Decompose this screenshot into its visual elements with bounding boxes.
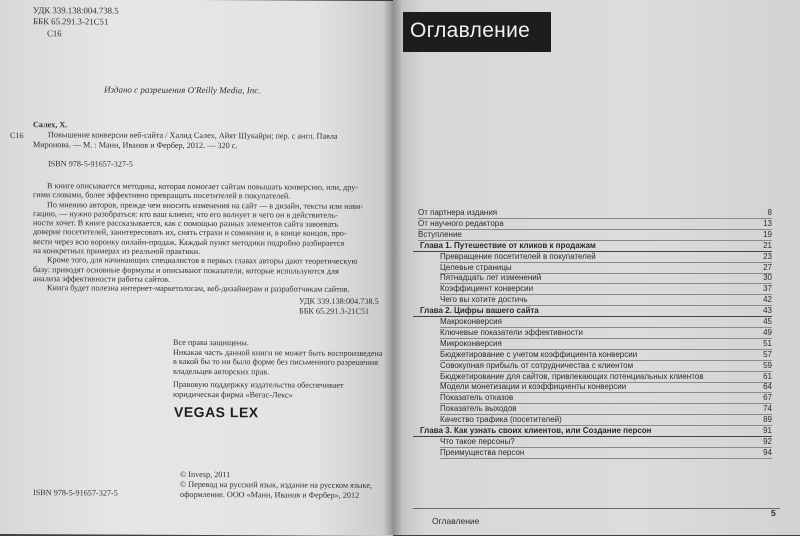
legal-support bbox=[173, 380, 383, 400]
toc-page-number: 23 bbox=[763, 251, 772, 261]
toc-entry: Качество трафика (посетителей) bbox=[440, 415, 562, 425]
bib-description-line1: Повышение конверсии веб-сайта / Халид Салех, Айят Шукайри; пер. с англ. Павла bbox=[48, 130, 338, 141]
toc-chapter-entry: Глава 1. Путешествие от кликов к продажам bbox=[420, 240, 596, 250]
toc-entry: Вступление bbox=[418, 229, 462, 239]
bbk-code-bottom: ББК 65.291.3-21С51 bbox=[299, 306, 370, 316]
toc-entry: Что такое персоны? bbox=[440, 436, 515, 446]
bib-description-line2: Миронова. — М. : Манн, Иванов и Фербер, 2012. — 320 с. bbox=[33, 140, 238, 151]
annotation-line: базу: приводят основные формулы и описывают показатели, которые используются для bbox=[33, 264, 339, 276]
toc-entry: Показатель отказов bbox=[440, 393, 514, 403]
toc-page-number: 27 bbox=[763, 262, 772, 272]
udk-code: УДК 339.138:004.738.5 bbox=[33, 5, 119, 16]
author-mark: С16 bbox=[10, 131, 24, 141]
toc-entry: Микроконверсия bbox=[440, 338, 502, 348]
toc-page-number: 45 bbox=[763, 317, 772, 326]
toc-page-number: 92 bbox=[763, 436, 772, 446]
toc-entry: Совокупная прибыль от сотрудничества с клиентом bbox=[440, 360, 634, 370]
toc-entry: Целевые страницы bbox=[440, 262, 512, 272]
annotation-block bbox=[33, 181, 378, 294]
toc-page-number: 91 bbox=[763, 426, 772, 435]
bbk-code: ББК 65.291.3-21С51 bbox=[33, 16, 109, 27]
toc-page-number: 43 bbox=[763, 306, 772, 316]
toc-page-number: 74 bbox=[763, 404, 772, 414]
annotation-line: Кроме того, для начинающих специалистов в первых главах авторы дают теоретическую bbox=[47, 255, 358, 267]
annotation-line: анализа эффективности работы сайтов. bbox=[33, 274, 171, 284]
rights-line: Никакая часть данной книги не может быть воспроизведена bbox=[173, 347, 383, 358]
udk-code-bottom: УДК 339.138:004.738.5 bbox=[299, 296, 379, 306]
rights-line: в какой бы то ни было форме без письменного разрешения bbox=[173, 356, 379, 367]
annotation-line: Книга будет полезна интернет-маркетологам, веб-дизайнерам и разработчикам сайтов. bbox=[47, 283, 350, 295]
toc-page-number: 30 bbox=[763, 273, 772, 283]
toc-entry: Бюджетирование с учетом коэффициента конверсии bbox=[440, 349, 638, 359]
annotation-line: ности хочет. В книге рассказывается, как с помощью разных элементов сайта завоевать bbox=[33, 218, 339, 229]
copyright-translation-line2: оформление. ООО «Манн, Иванов и Фербер», 2012 bbox=[180, 489, 360, 500]
copyright-invesp: © Invesp, 2011 bbox=[180, 469, 231, 480]
toc-entry: Преимущества персон bbox=[440, 447, 525, 457]
rights-line: Все права защищены. bbox=[173, 337, 249, 348]
footer-section-label: Оглавление bbox=[432, 516, 480, 526]
author-mark-top: С16 bbox=[47, 28, 62, 39]
vegas-lex-logo: VEGAS LEX bbox=[174, 403, 259, 421]
toc-entry: От научного редактора bbox=[418, 218, 504, 228]
legal-line: Правовую поддержку издательства обеспечивает bbox=[173, 379, 344, 390]
toc-entry: Показатель выходов bbox=[440, 404, 517, 414]
annotation-line: на конкретных примерах из реальной практики. bbox=[33, 246, 201, 257]
toc-page-number: 49 bbox=[763, 327, 772, 337]
legal-line: юридическая фирма «Вегас-Лекс» bbox=[173, 389, 293, 400]
toc-entry: От партнера издания bbox=[418, 208, 498, 217]
author-name: Салех, Х. bbox=[33, 120, 68, 130]
toc-chapter-entry: Глава 2. Цифры вашего сайта bbox=[420, 306, 539, 316]
toc-entry: Модели монетизации и коэффициенты конверсии bbox=[440, 382, 627, 392]
toc-page-number: 13 bbox=[763, 218, 772, 228]
toc-page-number: 94 bbox=[763, 447, 772, 457]
toc-entry: Макроконверсия bbox=[440, 317, 502, 326]
toc-row-rule bbox=[440, 458, 772, 459]
toc-entry: Чего вы хотите достичь bbox=[440, 295, 528, 305]
toc-page-number: 61 bbox=[763, 371, 772, 381]
toc-page-number: 64 bbox=[763, 382, 772, 392]
toc-row-rule bbox=[418, 229, 772, 230]
isbn-main: ISBN 978-5-91657-327-5 bbox=[48, 159, 133, 169]
annotation-line: гими словами, более эффективно превращать посетителей в покупателей. bbox=[33, 190, 291, 201]
annotation-line: доверие посетителей, заинтересовать их, снять страхи и сомнения и, в конце концов, про- bbox=[33, 227, 347, 239]
annotation-line: В книге описывается методика, которая помогает сайтам повышать конверсию, или, дру- bbox=[47, 181, 359, 192]
toc-page-number: 37 bbox=[763, 284, 772, 294]
toc-page-number: 89 bbox=[763, 415, 772, 425]
annotation-line: вести через всю воронку онлайн-продаж. Каждый пункт методики подробно разбирается bbox=[33, 236, 345, 248]
toc-entry: Бюджетирование для сайтов, привлекающих потенциальных клиентов bbox=[440, 371, 704, 381]
license-note: Издано с разрешения O'Reilly Media, Inc. bbox=[104, 84, 261, 96]
rights-notice bbox=[173, 338, 383, 377]
toc-title: Оглавление bbox=[410, 19, 531, 42]
toc-entry: Ключевые показатели эффективности bbox=[440, 327, 583, 337]
copyright-translation-line1: © Перевод на русский язык, издание на русском языке, bbox=[180, 479, 372, 490]
toc-page-number: 42 bbox=[763, 295, 772, 305]
annotation-line: По мнению авторов, прежде чем вносить изменения на сайт — в дизайн, тексты или нави- bbox=[47, 199, 364, 211]
toc-page-number: 8 bbox=[767, 208, 772, 217]
page-number: 5 bbox=[771, 508, 776, 518]
toc-page-number: 57 bbox=[763, 349, 772, 359]
toc-page-number: 59 bbox=[763, 360, 772, 370]
footer-rule bbox=[413, 508, 780, 509]
annotation-line: гацию, — нужно разобраться: кто ваш клиент, что его волнует и чего он в действитель- bbox=[33, 209, 338, 220]
toc-page-number: 21 bbox=[763, 240, 772, 250]
toc-page-number: 19 bbox=[763, 229, 772, 239]
book-gutter bbox=[383, 0, 403, 535]
toc-chapter-entry: Глава 3. Как узнать своих клиентов, или Создание персон bbox=[420, 426, 652, 435]
toc-entry: Коэффициент конверсии bbox=[440, 284, 534, 294]
toc-entry: Превращение посетителей в покупателей bbox=[440, 251, 596, 261]
isbn-bottom: ISBN 978-5-91657-327-5 bbox=[33, 488, 118, 498]
left-page bbox=[0, 0, 393, 536]
toc-page-number: 51 bbox=[763, 338, 772, 348]
toc-entry: Пятнадцать лет изменений bbox=[440, 273, 542, 283]
rights-line: владельцев авторских прав. bbox=[173, 366, 270, 376]
toc-page-number: 67 bbox=[763, 393, 772, 403]
